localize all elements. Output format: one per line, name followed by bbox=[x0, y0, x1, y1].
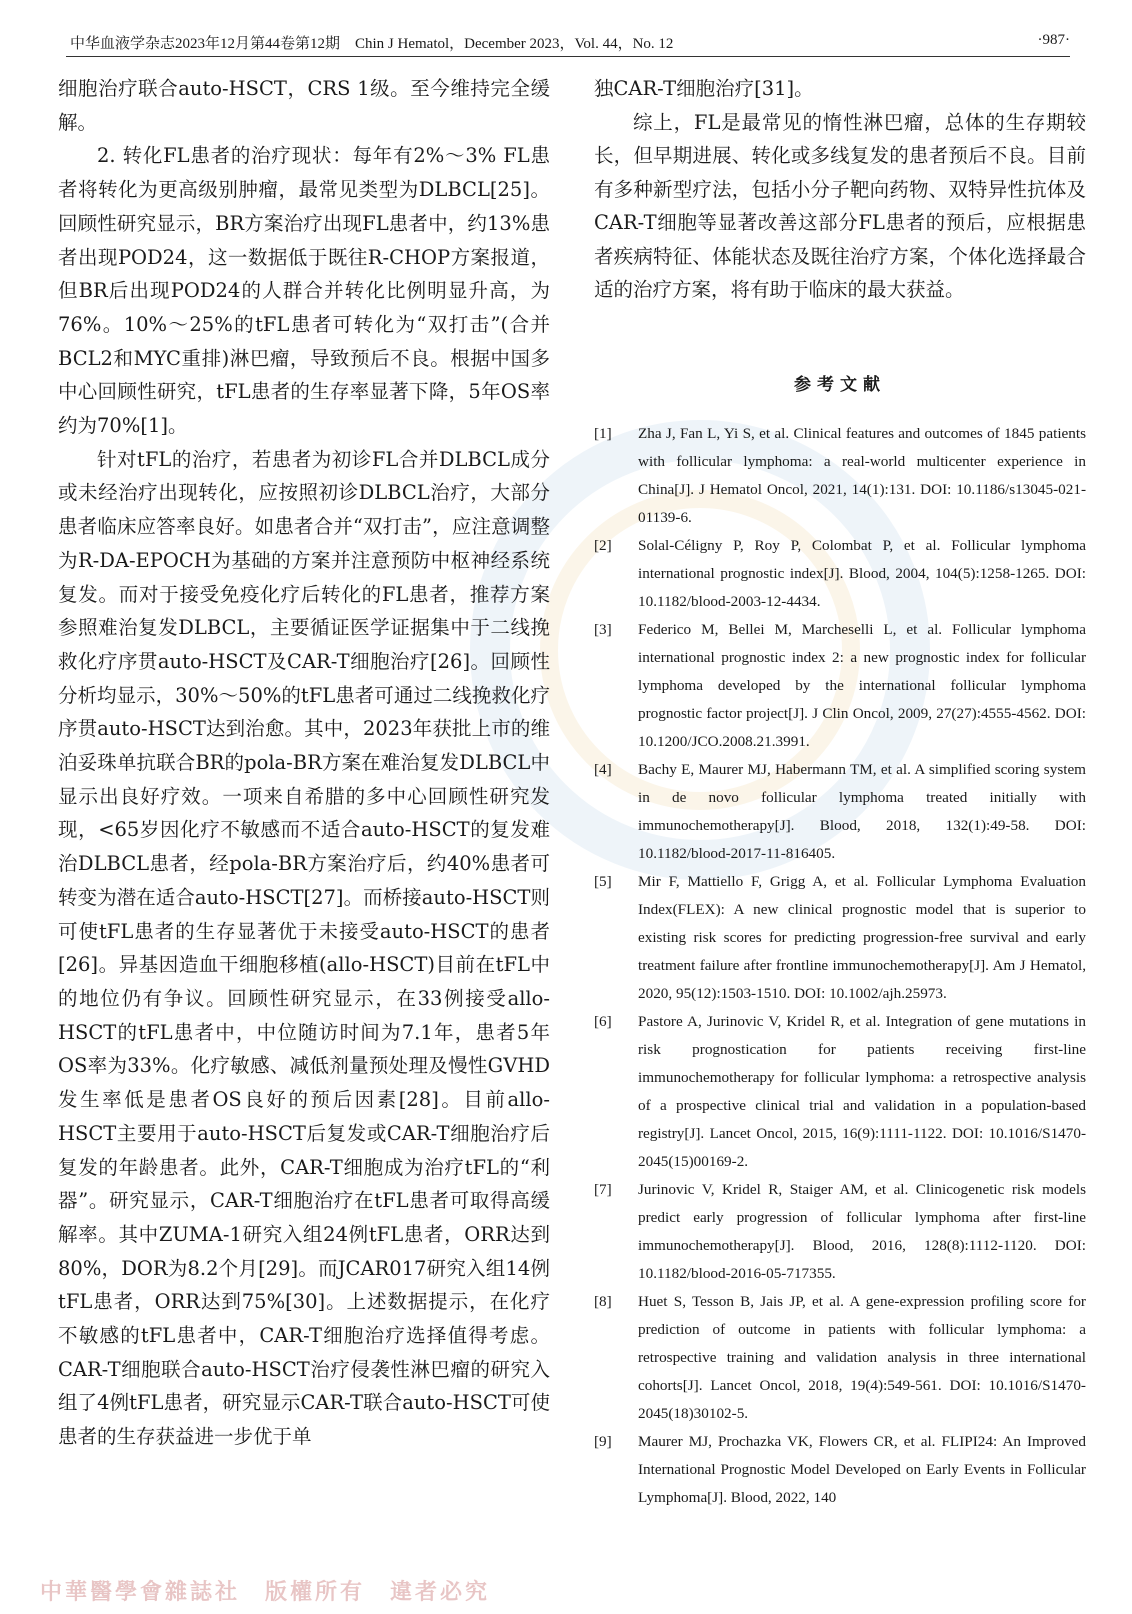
paragraph: 细胞治疗联合auto-HSCT，CRS 1级。至今维持完全缓解。 bbox=[58, 77, 550, 134]
reference-text: Federico M, Bellei M, Marcheselli L, et al. Follicular lymphoma international prognostic index 2: a new prognostic index for follicular lymphoma developed by the international follicular lymphoma prognostic factor project[J]. J Clin Oncol, 2009, 27(27):4555-4562. DOI: 10.1200/JCO.2008.21.3991. bbox=[638, 621, 1086, 750]
reference-number: [3] bbox=[594, 621, 612, 638]
paragraph: 综上，FL是最常见的惰性淋巴瘤，总体的生存期较长，但早期进展、转化或多线复发的患者预后不良。目前有多种新型疗法，包括小分子靶向药物、双特异性抗体及CAR-T细胞等显著改善这部分FL患者的预后，应根据患者疾病特征、体能状态及既往治疗方案，个体化选择最合适的治疗方案，将有助于临床的最大获益。 bbox=[594, 110, 1086, 301]
references-heading: 参考文献 bbox=[794, 375, 886, 395]
reference-item bbox=[594, 1288, 1086, 1428]
reference-text: Maurer MJ, Prochazka VK, Flowers CR, et al. FLIPI24: An Improved International Prognostic Model Developed on Early Events in Follicular Lymphoma[J]. Blood, 2022, 140 bbox=[638, 1433, 1086, 1506]
reference-item bbox=[594, 532, 1086, 616]
reference-number: [6] bbox=[594, 1013, 612, 1030]
left-column bbox=[58, 72, 550, 1454]
reference-text: Jurinovic V, Kridel R, Staiger AM, et al. Clinicogenetic risk models predict early progression of follicular lymphoma after first-line immunochemotherapy[J]. Blood, 2016, 128(8):1112-1120. DOI: 10.1182/blood-2016-05-717355. bbox=[638, 1181, 1086, 1282]
reference-item bbox=[594, 1008, 1086, 1176]
reference-number: [7] bbox=[594, 1181, 612, 1198]
reference-number: [2] bbox=[594, 537, 612, 554]
reference-number: [5] bbox=[594, 873, 612, 890]
running-header bbox=[66, 28, 1070, 57]
reference-text: Solal-Céligny P, Roy P, Colombat P, et al. Follicular lymphoma international prognostic index[J]. Blood, 2004, 104(5):1258-1265. DOI: 10.1182/blood-2003-12-4434. bbox=[638, 537, 1086, 610]
reference-text: Zha J, Fan L, Yi S, et al. Clinical features and outcomes of 1845 patients with follicular lymphoma: a real-world multicenter experience in China[J]. J Hematol Oncol, 2021, 14(1):131. DOI: 10.1186/s13045-021-01139-6. bbox=[638, 425, 1086, 526]
reference-item bbox=[594, 616, 1086, 756]
reference-list bbox=[594, 420, 1086, 1512]
reference-item bbox=[594, 756, 1086, 868]
reference-text: Huet S, Tesson B, Jais JP, et al. A gene-expression profiling score for prediction of outcome in patients with follicular lymphoma: a retrospective training and validation analysis in three international cohorts[J]. Lancet Oncol, 2018, 19(4):549-561. DOI: 10.1016/S1470-2045(18)30102-5. bbox=[638, 1293, 1086, 1422]
reference-number: [9] bbox=[594, 1433, 612, 1450]
reference-item bbox=[594, 420, 1086, 532]
reference-text: Pastore A, Jurinovic V, Kridel R, et al. Integration of gene mutations in risk prognostication for patients receiving first-line immunochemotherapy for follicular lymphoma: a retrospective analysis of a prospective clinical trial and validation in a population-based registry[J]. Lancet Oncol, 2015, 16(9):1111-1122. DOI: 10.1016/S1470-2045(15)00169-2. bbox=[638, 1013, 1086, 1170]
paragraph: 2. 转化FL患者的治疗现状：每年有2%～3% FL患者将转化为更高级别肿瘤，最常见类型为DLBCL[25]。回顾性研究显示，BR方案治疗出现FL患者中，约13%患者出现POD24，这一数据低于既往R-CHOP方案报道，但BR后出现POD24的人群合并转化比例明显升高，为76%。10%～25%的tFL患者可转化为“双打击”(合并BCL2和MYC重排)淋巴瘤，导致预后不良。根据中国多中心回顾性研究，tFL患者的生存率显著下降，5年OS率约为70%[1]。 bbox=[58, 144, 550, 438]
page-number: ·987· bbox=[1037, 32, 1070, 48]
reference-number: [4] bbox=[594, 761, 612, 778]
paragraph: 独CAR-T细胞治疗[31]。 bbox=[594, 77, 814, 100]
reference-number: [1] bbox=[594, 425, 612, 442]
reference-item bbox=[594, 868, 1086, 1008]
reference-number: [8] bbox=[594, 1293, 612, 1310]
journal-citation: 中华血液学杂志2023年12月第44卷第12期 Chin J Hematol，December 2023，Vol. 44，No. 12 bbox=[70, 36, 674, 52]
right-column bbox=[594, 72, 1086, 307]
publisher-watermark: 中華醫學會雜誌社 版權所有 違者必究 bbox=[40, 1579, 491, 1605]
reference-text: Bachy E, Maurer MJ, Habermann TM, et al. A simplified scoring system in de novo follicular lymphoma treated initially with immunochemotherapy[J]. Blood, 2018, 132(1):49-58. DOI: 10.1182/blood-2017-11-816405. bbox=[638, 761, 1086, 862]
paragraph: 针对tFL的治疗，若患者为初诊FL合并DLBCL成分或未经治疗出现转化，应按照初诊DLBCL治疗，大部分患者临床应答率良好。如患者合并“双打击”，应注意调整为R-DA-EPOCH为基础的方案并注意预防中枢神经系统复发。而对于接受免疫化疗后转化的FL患者，推荐方案参照难治复发DLBCL，主要循证医学证据集中于二线挽救化疗序贯auto-HSCT及CAR-T细胞治疗[26]。回顾性分析均显示，30%～50%的tFL患者可通过二线挽救化疗序贯auto-HSCT达到治愈。其中，2023年获批上市的维泊妥珠单抗联合BR的pola-BR方案在难治复发DLBCL中显示出良好疗效。一项来自希腊的多中心回顾性研究发现，<65岁因化疗不敏感而不适合auto-HSCT的复发难治DLBCL患者，经pola-BR方案治疗后，约40%患者可转变为潜在适合auto-HSCT[27]。而桥接auto-HSCT则可使tFL患者的生存显著优于未接受auto-HSCT的患者[26]。异基因造血干细胞移植(allo-HSCT)目前在tFL中的地位仍有争议。回顾性研究显示，在33例接受allo-HSCT的tFL患者中，中位随访时间为7.1年，患者5年OS率为33%。化疗敏感、减低剂量预处理及慢性GVHD发生率低是患者OS良好的预后因素[28]。目前allo-HSCT主要用于auto-HSCT后复发或CAR-T细胞治疗后复发的年龄患者。此外，CAR-T细胞成为治疗tFL的“利器”。研究显示，CAR-T细胞治疗在tFL患者可取得高缓解率。其中ZUMA-1研究入组24例tFL患者，ORR达到80%，DOR为8.2个月[29]。而JCAR017研究入组14例tFL患者，ORR达到75%[30]。上述数据提示，在化疗不敏感的tFL患者中，CAR-T细胞治疗选择值得考虑。CAR-T细胞联合auto-HSCT治疗侵袭性淋巴瘤的研究入组了4例tFL患者，研究显示CAR-T联合auto-HSCT可使患者的生存获益进一步优于单 bbox=[58, 447, 550, 1449]
reference-item bbox=[594, 1428, 1086, 1512]
reference-text: Mir F, Mattiello F, Grigg A, et al. Follicular Lymphoma Evaluation Index(FLEX): A new clinical prognostic model that is superior to existing risk scores for predicting progression-free survival and early treatment failure after frontline immunochemotherapy[J]. Am J Hematol, 2020, 95(12):1503-1510. DOI: 10.1002/ajh.25973. bbox=[638, 873, 1086, 1002]
reference-item bbox=[594, 1176, 1086, 1288]
